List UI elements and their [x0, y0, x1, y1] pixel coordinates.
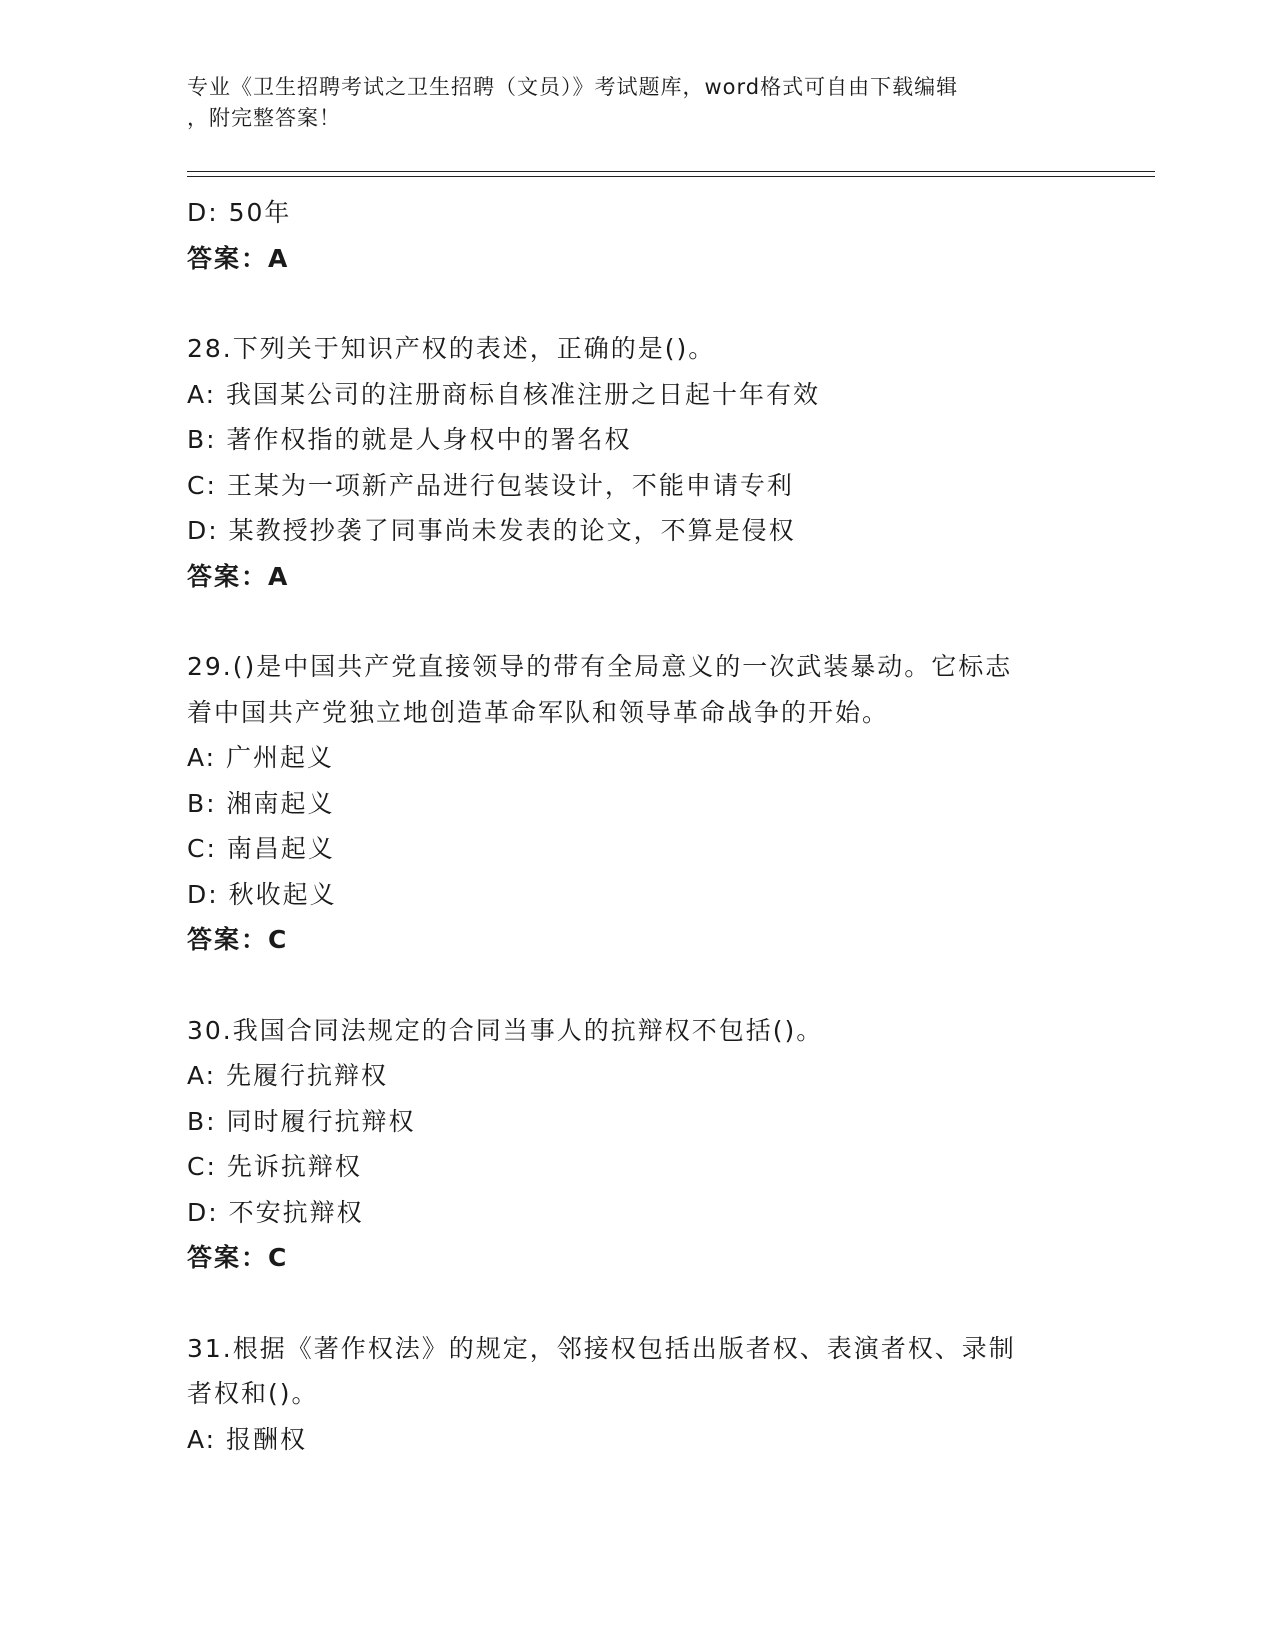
header-line-1: 专业《卫生招聘考试之卫生招聘（文员）》考试题库，word格式可自由下载编辑 — [187, 75, 959, 99]
answer: 答案：C — [187, 925, 289, 954]
answer: 答案：C — [187, 1243, 289, 1272]
question-stem: 28.下列关于知识产权的表述，正确的是()。 — [187, 334, 716, 363]
question-stem: 29.()是中国共产党直接领导的带有全局意义的一次武装暴动。它标志 — [187, 652, 1013, 681]
option-d: D: 50年 — [187, 198, 292, 227]
option-a: A: 广州起义 — [187, 743, 335, 772]
question-stem-cont: 着中国共产党独立地创造革命军队和领导革命战争的开始。 — [187, 697, 890, 727]
option-a: A: 先履行抗辩权 — [187, 1061, 389, 1090]
option-a: A: 我国某公司的注册商标自核准注册之日起十年有效 — [187, 379, 821, 409]
document-header — [187, 72, 1067, 134]
option-d: D: 不安抗辩权 — [187, 1197, 364, 1227]
option-c: C: 王某为一项新产品进行包装设计，不能申请专利 — [187, 470, 794, 500]
option-c: C: 先诉抗辩权 — [187, 1152, 362, 1181]
question-stem-cont: 者权和()。 — [187, 1379, 319, 1408]
question-block — [187, 644, 1087, 963]
question-stem: 31.根据《著作权法》的规定，邻接权包括出版者权、表演者权、录制 — [187, 1333, 1016, 1363]
answer: 答案：A — [187, 561, 290, 591]
question-list — [187, 190, 1087, 1462]
option-b: B: 著作权指的就是人身权中的署名权 — [187, 425, 632, 454]
question-block — [187, 326, 1087, 599]
header-rule-bottom — [187, 176, 1155, 177]
question-stem: 30.我国合同法规定的合同当事人的抗辩权不包括()。 — [187, 1015, 824, 1045]
option-b: B: 湘南起义 — [187, 788, 335, 818]
option-a: A: 报酬权 — [187, 1424, 308, 1454]
option-c: C: 南昌起义 — [187, 834, 335, 863]
option-b: B: 同时履行抗辩权 — [187, 1106, 416, 1136]
header-line-2: ，附完整答案！ — [187, 106, 341, 130]
header-rule-top — [187, 171, 1155, 172]
answer: 答案：A — [187, 243, 290, 273]
question-block — [187, 1326, 1087, 1463]
option-d: D: 某教授抄袭了同事尚未发表的论文，不算是侵权 — [187, 516, 796, 545]
option-d: D: 秋收起义 — [187, 879, 337, 909]
question-block — [187, 1008, 1087, 1281]
